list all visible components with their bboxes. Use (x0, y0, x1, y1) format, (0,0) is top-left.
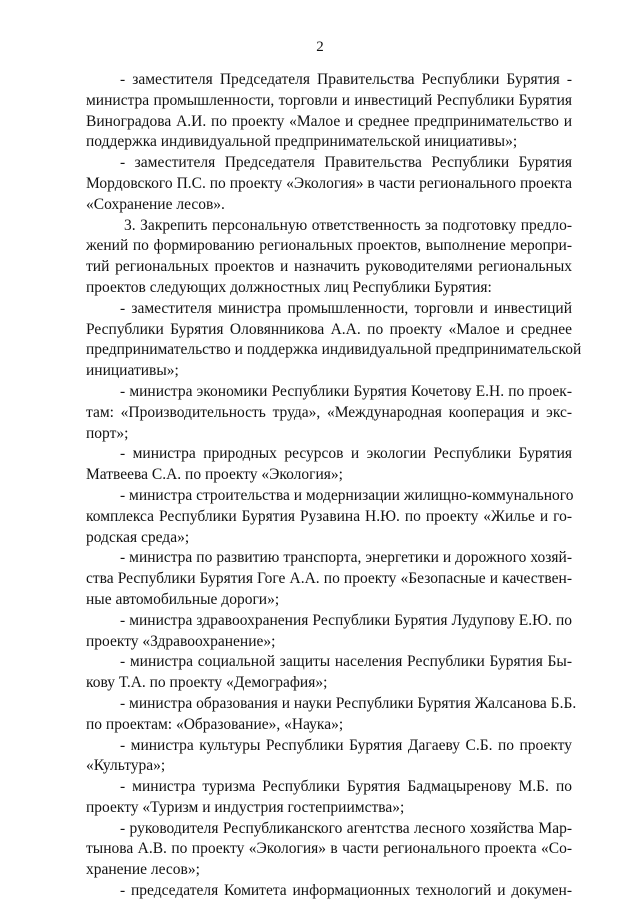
text-line: тий региональных проектов и назначить руководителями региональных (86, 258, 572, 276)
text-line: тынова А.В. по проекту «Экология» в части регионального проекта «Со- (86, 840, 572, 858)
text-line: - министра социальной защиты населения Республики Бурятия Бы- (120, 653, 572, 671)
text-line: ства Республики Бурятия Гоге А.А. по проекту «Безопасные и качествен- (86, 570, 572, 588)
text-line: проектов следующих должностных лиц Республики Бурятия: (86, 278, 492, 296)
text-line: - министра туризма Республики Бурятия Бадмацыренову М.Б. по (120, 778, 572, 796)
text-line: - министра строительства и модернизации жилищно-коммунального (120, 486, 574, 504)
text-line: по проектам: «Образование», «Наука»; (86, 715, 344, 733)
text-line: Матвеева С.А. по проекту «Экология»; (86, 466, 343, 484)
text-line: Виноградова А.И. по проекту «Малое и среднее предпринимательство и (86, 112, 572, 130)
text-line: «Сохранение лесов». (86, 195, 225, 213)
text-line: - заместителя Председателя Правительства Республики Бурятия (120, 154, 572, 172)
text-line: - министра экономики Республики Бурятия Кочетову Е.Н. по проек- (120, 382, 572, 400)
text-line: министра промышленности, торговли и инвестиций Республики Бурятия (86, 91, 572, 109)
text-line: - министра по развитию транспорта, энергетики и дорожного хозяй- (120, 549, 572, 567)
text-line: комплекса Республики Бурятия Рузавина Н.Ю. по проекту «Жилье и го- (86, 507, 572, 525)
text-line: предпринимательство и поддержка индивидуальной предпринимательской (86, 341, 582, 359)
page-number: 2 (316, 39, 324, 55)
text-line: жений по формированию региональных проектов, выполнение меропри- (86, 237, 572, 255)
text-line: проекту «Туризм и индустрия гостеприимства»; (86, 798, 405, 816)
text-line: Республики Бурятия Оловянникова А.А. по проекту «Малое и среднее (86, 320, 572, 338)
text-line: - министра здравоохранения Республики Бурятия Лудупову Е.Ю. по (120, 611, 572, 629)
text-line: инициативы»; (86, 362, 179, 380)
text-line: Мордовского П.С. по проекту «Экология» в части регионального проекта (86, 174, 572, 192)
text-line: проекту «Здравоохранение»; (86, 632, 276, 650)
text-line: - заместителя министра промышленности, торговли и инвестиций (120, 299, 572, 317)
text-line: порт»; (86, 424, 129, 442)
text-line: «Культура»; (86, 757, 166, 775)
text-line: там: «Производительность труда», «Международная кооперация и экс- (86, 403, 572, 421)
text-line: поддержка индивидуальной предпринимательской инициативы»; (86, 133, 518, 151)
text-line: 3. Закрепить персональную ответственность за подготовку предло- (124, 216, 572, 234)
text-line: - председателя Комитета информационных технологий и докумен- (120, 882, 572, 900)
text-line: ные автомобильные дороги»; (86, 590, 280, 608)
text-line: хранение лесов»; (86, 861, 200, 879)
text-line: - министра природных ресурсов и экологии Республики Бурятия (120, 445, 572, 463)
text-line: - заместителя Председателя Правительства Республики Бурятия - (120, 71, 572, 88)
document-body (86, 70, 582, 902)
text-line: кову Т.А. по проекту «Демография»; (86, 674, 328, 692)
text-line: - министра образования и науки Республики Бурятия Жалсанова Б.Б. (120, 694, 577, 712)
text-line: - руководителя Республиканского агентства лесного хозяйства Мар- (120, 819, 572, 837)
text-line: родская среда»; (86, 528, 190, 546)
text-line: - министра культуры Республики Бурятия Дагаеву С.Б. по проекту (120, 736, 572, 754)
